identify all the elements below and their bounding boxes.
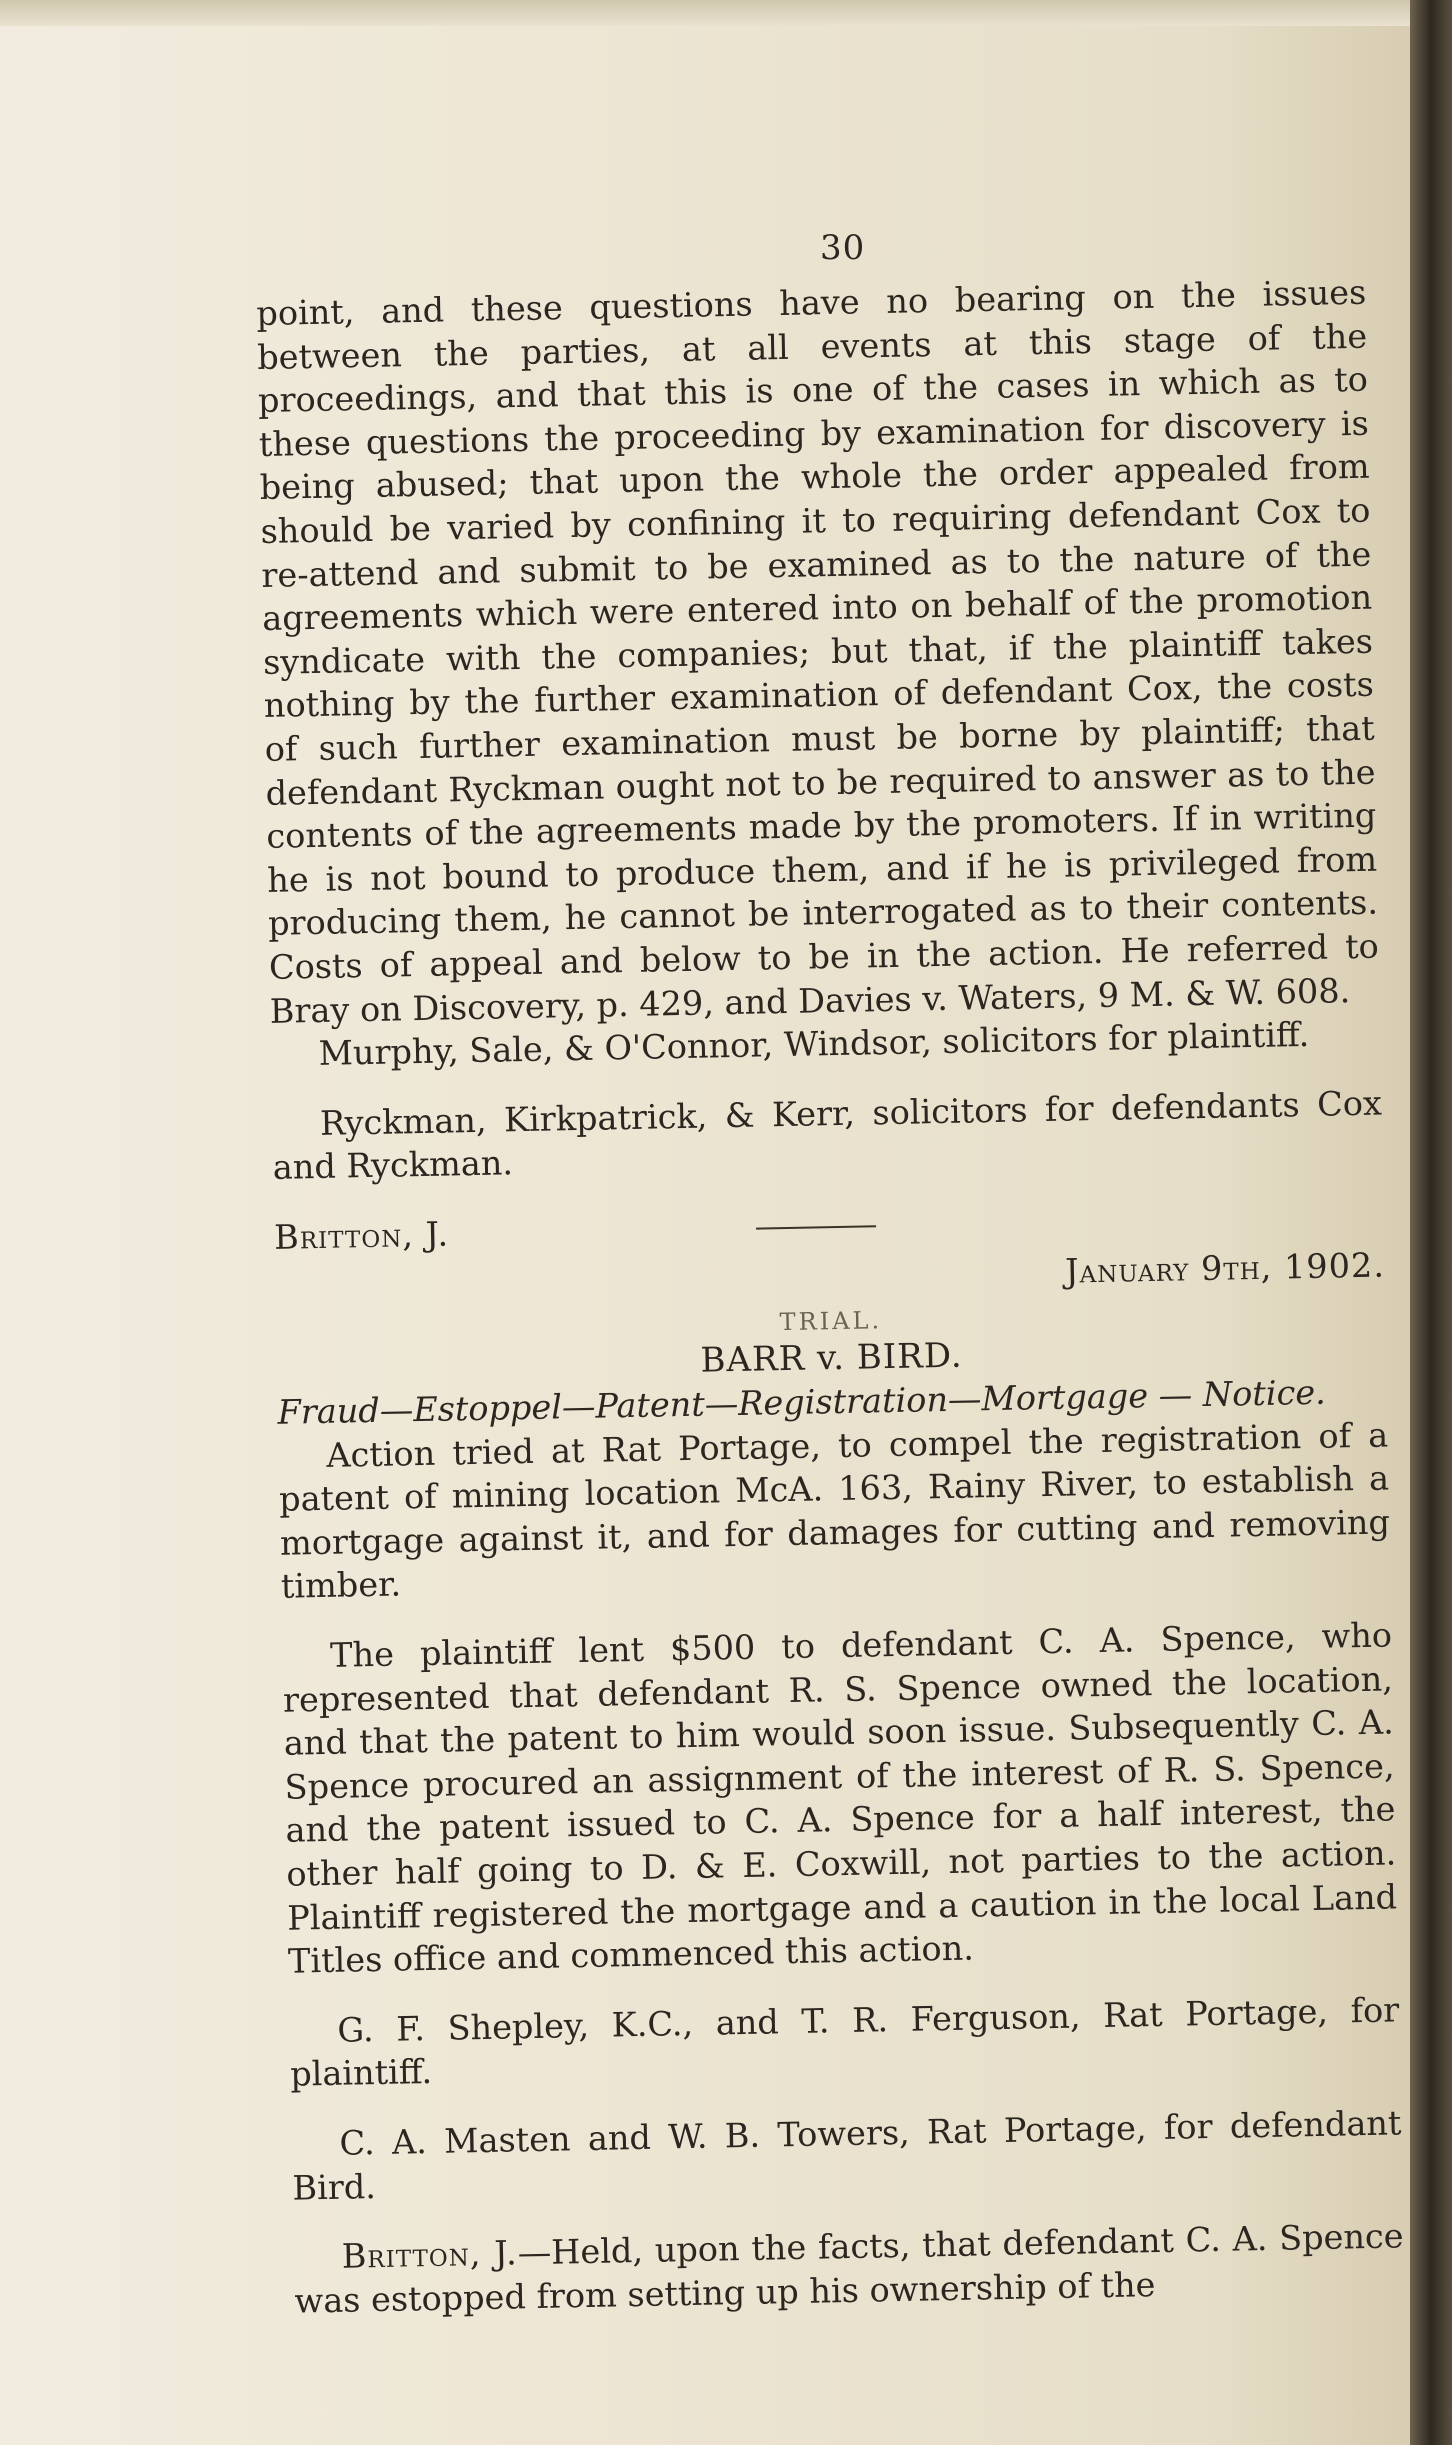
judgment-judge: Britton, J.: [341, 2233, 519, 2276]
row-filler: [1184, 1216, 1384, 1220]
solicitors-defendants: Ryckman, Kirkpatrick, & Kerr, solicitors for defendants Cox and Ryckman.: [272, 1083, 1383, 1188]
continued-paragraph: point, and these questions have no bearing on the issues between the parties, at all events at this stage of the proceedings, and that this is one of the cases in which as to these questions the proceeding by examination for discovery is being abused; that upon the whole the order appealed from should be varied by confining it to requiring defendant Cox to re-attend and submit to be examined as to the nature of the agreements which were entered into on behalf of the promotion syndicate with the companies; but that, if the plaintiff takes nothing by the further examination of defendant Cox, the costs of such further examination must be borne by plaintiff; that defendant Ryckman ought not to be required to answer as to the contents of the agreements made by the promoters. If in writing he is not bound to produce them, and if he is privileged from producing them, he cannot be interrogated as to their contents. Costs of appeal and below to be in the action. He referred to Bray on Discovery, p. 429, and Davies v. Waters, 9 M. & W. 608.: [256, 272, 1380, 1031]
book-gutter: [1410, 0, 1452, 2445]
solicitors-plaintiff: Murphy, Sale, & O'Connor, Windsor, solicitors for plaintiff.: [318, 1015, 1310, 1074]
page-top-edge: [0, 0, 1410, 26]
headnote: Fraud—Estoppel—Patent—Registration—Mortgage — Notice.: [277, 1372, 1327, 1432]
decision-date: January 9th, 1902.: [1064, 1245, 1386, 1292]
section-rule: [756, 1225, 876, 1229]
counsel-plaintiff: G. F. Shepley, K.C., and T. R. Ferguson, Rat Portage, for plaintiff.: [289, 1990, 1400, 2095]
counsel-defendant: C. A. Masten and W. B. Towers, Rat Portage, for defendant Bird.: [292, 2103, 1402, 2208]
case-title: BARR v. BIRD.: [700, 1335, 964, 1381]
judge-name: Britton, J.: [273, 1214, 450, 1257]
trial-label: TRIAL.: [779, 1306, 883, 1337]
page-number: 30: [820, 228, 866, 268]
facts-paragraph: The plaintiff lent $500 to defendant C. A. Spence, who represented that defendant R. S. Spence owned the location, and that the patent to him would soon issue. Subsequently C. A. Spence procured an assignment of the interest of R. S. Spence, and the patent issued to C. A. Spence for a half interest, the other half going to D. & E. Coxwill, not parties to the action. Plaintiff registered the mortgage and a caution in the local Land Titles office and commenced this action.: [282, 1615, 1398, 1981]
action-summary: Action tried at Rat Portage, to compel the registration of a patent of mining location McA. 163, Rainy River, to establish a mortgage against it, and for damages for cutting and removing timber.: [278, 1415, 1391, 1607]
judgment-text: —Held, upon the facts, that defendant C. A. Spence was estopped from setting up his ownership of the: [294, 2216, 1404, 2321]
page-body: [256, 271, 1405, 2323]
